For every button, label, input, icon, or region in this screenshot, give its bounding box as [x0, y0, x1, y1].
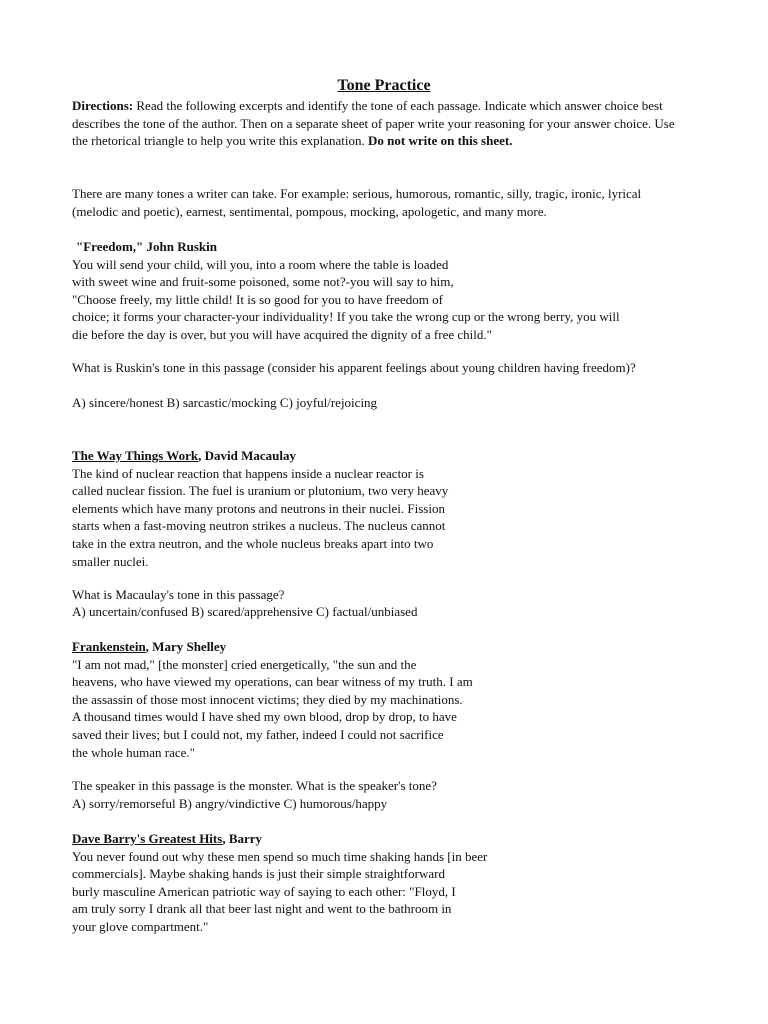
passage-author: John Ruskin	[143, 239, 217, 254]
passage-line: take in the extra neutron, and the whole nucleus breaks apart into two	[72, 535, 434, 551]
passage-line: You will send your child, will you, into a room where the table is loaded	[72, 256, 449, 272]
page-title: Tone Practice	[337, 77, 431, 94]
passage-line: starts when a fast-moving neutron strikes a nucleus. The nucleus cannot	[72, 518, 446, 534]
directions-warning: Do not write on this sheet.	[368, 133, 513, 149]
answer-choices-macaulay: A) uncertain/confused B) scared/apprehensive C) factual/unbiased	[72, 604, 418, 619]
passage-frankenstein	[72, 638, 473, 761]
passage-line: am truly sorry I drank all that beer last night and went to the bathroom in	[72, 901, 452, 917]
question-ruskin: What is Ruskin's tone in this passage (consider his apparent feelings about young children having freedom)?	[72, 360, 636, 375]
passage-heading	[72, 638, 473, 656]
directions-text: Read the following excerpts and identify the tone of each passage. Indicate which answer choice best describes the tone of the author. Then on a separate sheet of paper write your reasoning for your answer choice. Use the rhetorical triangle to help you write this explanation.	[72, 98, 675, 149]
passage-title: Dave Barry's Greatest Hits	[72, 831, 223, 846]
passage-line: smaller nuclei.	[72, 553, 149, 569]
passage-heading	[72, 238, 620, 256]
answer-choices-shelley: A) sorry/remorseful B) angry/vindictive C) humorous/happy	[72, 796, 388, 811]
passage-title: Frankenstein	[72, 639, 146, 654]
passage-line: burly masculine American patriotic way of saying to each other: "Floyd, I	[72, 883, 456, 899]
passage-heading	[72, 830, 487, 848]
passage-title: The Way Things Work	[72, 448, 199, 463]
question-shelley: The speaker in this passage is the monster. What is the speaker's tone?	[72, 778, 437, 793]
passage-line: heavens, who have viewed my operations, can bear witness of my truth. I am	[72, 674, 473, 690]
passage-line: choice; it forms your character-your individuality! If you take the wrong cup or the wrong berry, you will	[72, 309, 620, 325]
directions-label: Directions:	[72, 98, 134, 113]
passage-line: the assassin of those most innocent victims; they died by my machinations.	[72, 691, 463, 707]
passage-line: A thousand times would I have shed my own blood, drop by drop, to have	[72, 709, 457, 725]
passage-title: "Freedom,"	[76, 239, 144, 254]
passage-line: your glove compartment."	[72, 918, 209, 934]
passage-line: called nuclear fission. The fuel is uranium or plutonium, two very heavy	[72, 483, 449, 499]
passage-line: "I am not mad," [the monster] cried energetically, "the sun and the	[72, 656, 417, 672]
intro-paragraph: There are many tones a writer can take. For example: serious, humorous, romantic, silly, tragic, ironic, lyrical (melodic and poetic), earnest, sentimental, pompous, mocking, apologetic, and many more.	[72, 186, 642, 219]
answer-choices-ruskin: A) sincere/honest B) sarcastic/mocking C) joyful/rejoicing	[72, 395, 378, 410]
passage-line: saved their lives; but I could not, my father, indeed I could not sacrifice	[72, 726, 444, 742]
passage-line: elements which have many protons and neutrons in their nuclei. Fission	[72, 500, 445, 516]
passage-way-things-work	[72, 447, 448, 570]
passage-line: the whole human race."	[72, 744, 195, 760]
question-macaulay: What is Macaulay's tone in this passage?	[72, 587, 285, 602]
passage-line: die before the day is over, but you will have acquired the dignity of a free child."	[72, 326, 492, 342]
passage-line: You never found out why these men spend so much time shaking hands [in beer	[72, 848, 488, 864]
passage-freedom	[72, 238, 620, 344]
passage-line: commercials]. Maybe shaking hands is just their simple straightforward	[72, 866, 445, 882]
passage-line: with sweet wine and fruit-some poisoned, some not?-you will say to him,	[72, 274, 454, 290]
passage-line: "Choose freely, my little child! It is so good for you to have freedom of	[72, 291, 443, 307]
passage-author: , David Macaulay	[198, 448, 296, 463]
passage-heading	[72, 447, 448, 465]
passage-author: , Barry	[222, 831, 263, 846]
passage-dave-barry	[72, 830, 487, 936]
passage-author: , Mary Shelley	[145, 639, 227, 654]
passage-line: The kind of nuclear reaction that happens inside a nuclear reactor is	[72, 465, 424, 481]
directions	[72, 97, 684, 150]
